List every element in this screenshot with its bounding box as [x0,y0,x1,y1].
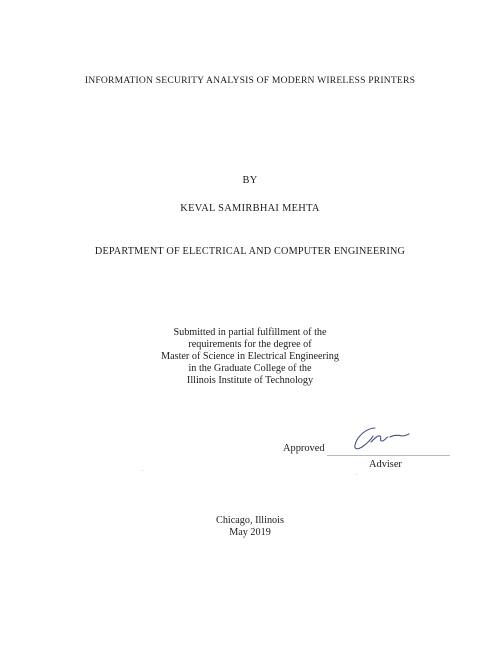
thesis-title: INFORMATION SECURITY ANALYSIS OF MODERN WIRELESS PRINTERS [84,75,416,86]
scan-speck [356,474,357,475]
location: Chicago, Illinois [216,515,284,526]
submission-line: Illinois Institute of Technology [186,375,314,386]
department-name: DEPARTMENT OF ELECTRICAL AND COMPUTER ENGINEERING [94,246,406,257]
submission-line: in the Graduate College of the [188,363,312,374]
adviser-signature [345,418,445,458]
submission-line: Submitted in partial fulfillment of the [173,327,327,338]
by-label: BY [242,175,258,186]
submission-line: requirements for the degree of [188,339,312,350]
signature-line [327,455,450,456]
submission-line: Master of Science in Electrical Engineering [161,351,339,362]
submission-date: May 2019 [229,527,271,538]
adviser-label: Adviser [369,459,402,470]
author-name: KEVAL SAMIRBHAI MEHTA [180,203,320,214]
scan-speck [142,470,143,471]
approved-label: Approved [283,443,325,454]
